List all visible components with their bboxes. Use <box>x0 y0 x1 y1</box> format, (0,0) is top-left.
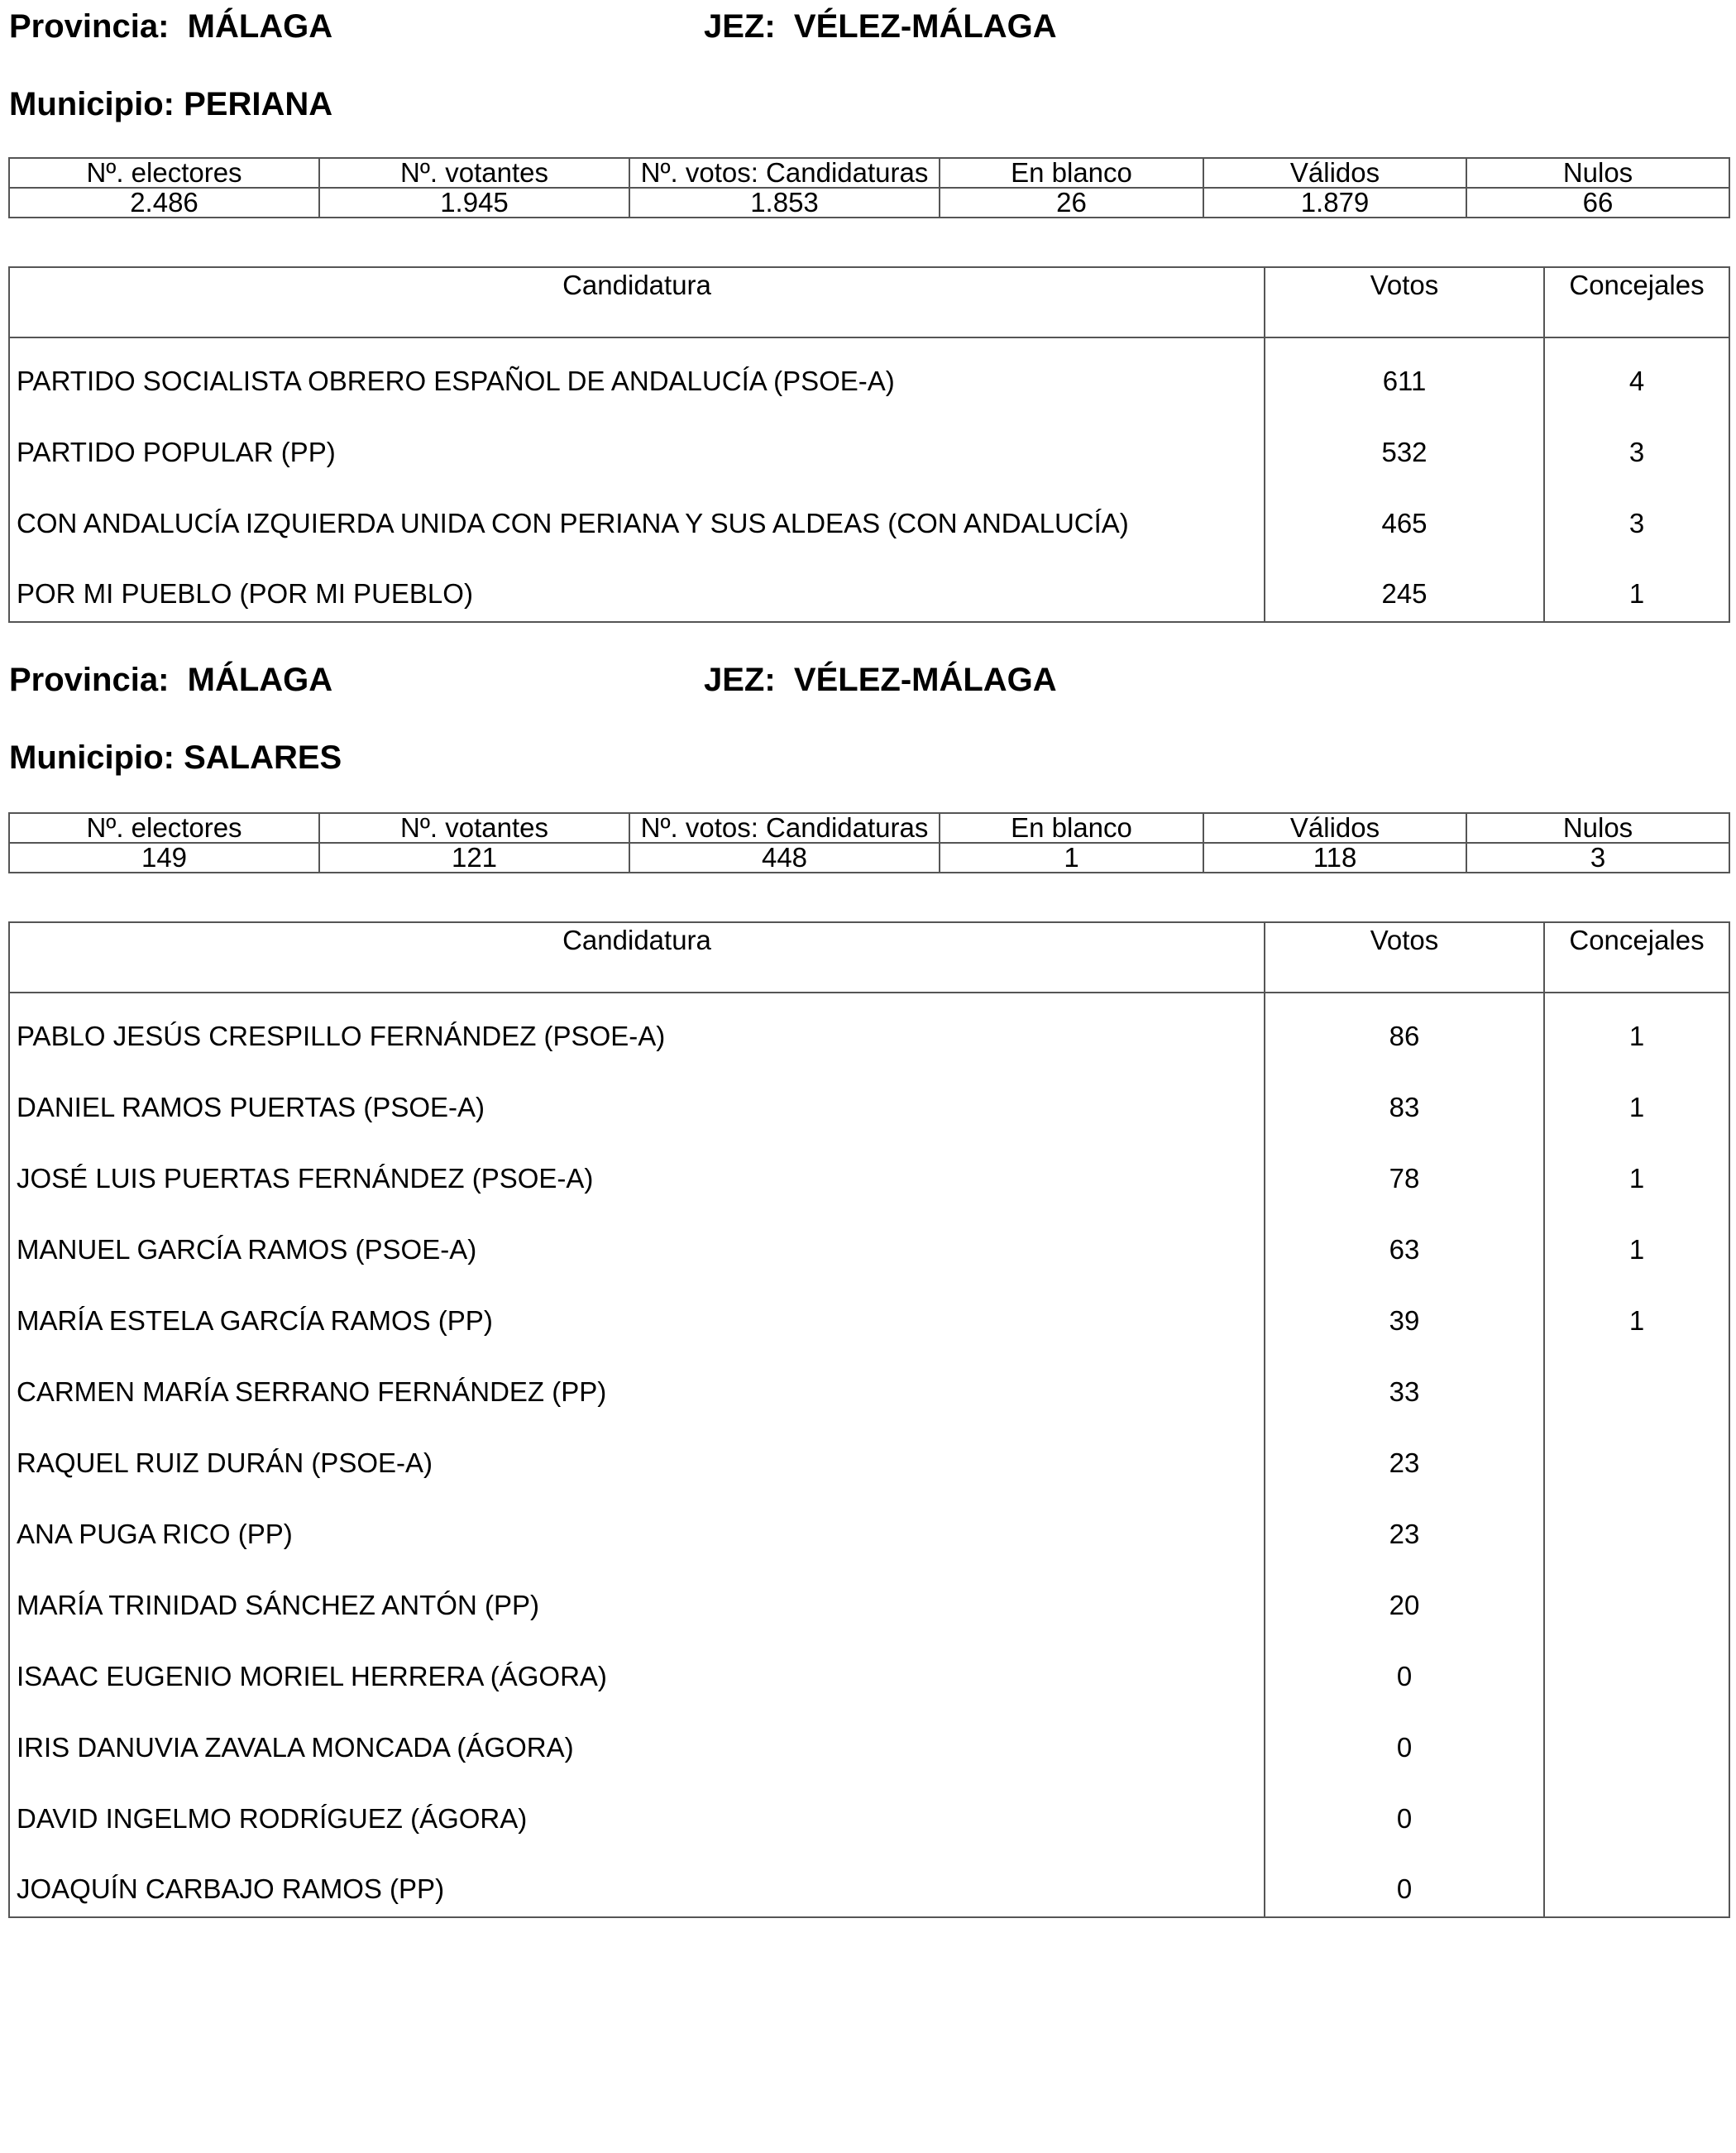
summary-header-cell: En blanco <box>940 158 1203 188</box>
summary-value-cell: 2.486 <box>9 188 319 218</box>
summary-header-cell: Nº. votantes <box>319 158 629 188</box>
municipio-value: PERIANA <box>184 86 333 122</box>
summary-value-cell: 26 <box>940 188 1203 218</box>
summary-value-cell: 118 <box>1203 843 1466 873</box>
summary-header-row <box>9 158 1729 188</box>
municipio-label: Municipio: <box>9 739 175 776</box>
col-header-candidatura: Candidatura <box>9 267 1265 337</box>
table-row <box>9 1277 1729 1348</box>
col-header-votos: Votos <box>1265 267 1544 337</box>
summary-value-cell: 1.853 <box>629 188 940 218</box>
provincia-header <box>9 659 1057 701</box>
summary-value-cell: 66 <box>1466 188 1729 218</box>
jez-label: JEZ: <box>704 8 776 45</box>
votos-value: 0 <box>1265 1704 1544 1775</box>
concejales-value <box>1544 1846 1729 1917</box>
summary-header-cell: En blanco <box>940 813 1203 843</box>
concejales-value: 4 <box>1544 337 1729 409</box>
summary-header-cell: Nulos <box>1466 813 1729 843</box>
jez-value: VÉLEZ-MÁLAGA <box>793 8 1057 45</box>
summary-value-cell: 3 <box>1466 843 1729 873</box>
summary-header-cell: Nº. votantes <box>319 813 629 843</box>
candidatura-name: PARTIDO SOCIALISTA OBRERO ESPAÑOL DE ANDALUCÍA (PSOE-A) <box>9 337 1265 409</box>
votos-value: 33 <box>1265 1348 1544 1419</box>
table-row <box>9 1206 1729 1277</box>
table-row <box>9 1633 1729 1704</box>
jez-label: JEZ: <box>704 662 776 698</box>
candidatura-name: ANA PUGA RICO (PP) <box>9 1490 1265 1562</box>
table-row <box>9 337 1729 409</box>
summary-header-cell: Nº. votos: Candidaturas <box>629 158 940 188</box>
summary-value-cell: 1 <box>940 843 1203 873</box>
votos-value: 20 <box>1265 1562 1544 1633</box>
candidatura-name: PARTIDO POPULAR (PP) <box>9 409 1265 480</box>
provincia-header <box>9 6 1057 47</box>
concejales-value: 1 <box>1544 1206 1729 1277</box>
candidatura-name: MARÍA ESTELA GARCÍA RAMOS (PP) <box>9 1277 1265 1348</box>
candidatura-name: CON ANDALUCÍA IZQUIERDA UNIDA CON PERIANA Y SUS ALDEAS (CON ANDALUCÍA) <box>9 480 1265 551</box>
jez-header <box>704 659 1057 701</box>
table-row <box>9 551 1729 622</box>
table-row <box>9 1846 1729 1917</box>
summary-value-row <box>9 843 1729 873</box>
votos-value: 39 <box>1265 1277 1544 1348</box>
candidaturas-header-row <box>9 267 1729 337</box>
municipio-title <box>9 737 342 778</box>
summary-header-row <box>9 813 1729 843</box>
candidatura-name: DANIEL RAMOS PUERTAS (PSOE-A) <box>9 1064 1265 1135</box>
candidatura-name: IRIS DANUVIA ZAVALA MONCADA (ÁGORA) <box>9 1704 1265 1775</box>
col-header-candidatura: Candidatura <box>9 922 1265 993</box>
table-row <box>9 1704 1729 1775</box>
table-row <box>9 1135 1729 1206</box>
candidatura-name: MANUEL GARCÍA RAMOS (PSOE-A) <box>9 1206 1265 1277</box>
votos-value: 23 <box>1265 1419 1544 1490</box>
candidaturas-header-row <box>9 922 1729 993</box>
concejales-value: 1 <box>1544 1277 1729 1348</box>
candidatura-name: PABLO JESÚS CRESPILLO FERNÁNDEZ (PSOE-A) <box>9 993 1265 1064</box>
table-row <box>9 993 1729 1064</box>
concejales-value <box>1544 1633 1729 1704</box>
col-header-concejales: Concejales <box>1544 267 1729 337</box>
candidatura-name: POR MI PUEBLO (POR MI PUEBLO) <box>9 551 1265 622</box>
provincia-value: MÁLAGA <box>187 662 333 698</box>
candidatura-name: JOSÉ LUIS PUERTAS FERNÁNDEZ (PSOE-A) <box>9 1135 1265 1206</box>
concejales-value: 3 <box>1544 480 1729 551</box>
col-header-concejales: Concejales <box>1544 922 1729 993</box>
concejales-value <box>1544 1348 1729 1419</box>
municipio-title <box>9 84 332 125</box>
provincia-value: MÁLAGA <box>187 8 333 45</box>
candidatura-name: JOAQUÍN CARBAJO RAMOS (PP) <box>9 1846 1265 1917</box>
summary-header-cell: Nº. electores <box>9 813 319 843</box>
summary-value-cell: 149 <box>9 843 319 873</box>
summary-header-cell: Nulos <box>1466 158 1729 188</box>
jez-value: VÉLEZ-MÁLAGA <box>793 662 1057 698</box>
votos-value: 465 <box>1265 480 1544 551</box>
summary-value-row <box>9 188 1729 218</box>
candidatura-name: DAVID INGELMO RODRÍGUEZ (ÁGORA) <box>9 1775 1265 1846</box>
votos-value: 63 <box>1265 1206 1544 1277</box>
provincia-label: Provincia: <box>9 662 170 698</box>
concejales-value: 1 <box>1544 551 1729 622</box>
table-row <box>9 1348 1729 1419</box>
votos-value: 532 <box>1265 409 1544 480</box>
concejales-value: 1 <box>1544 993 1729 1064</box>
table-row <box>9 1775 1729 1846</box>
candidatura-name: MARÍA TRINIDAD SÁNCHEZ ANTÓN (PP) <box>9 1562 1265 1633</box>
summary-value-cell: 121 <box>319 843 629 873</box>
votos-value: 23 <box>1265 1490 1544 1562</box>
concejales-value <box>1544 1419 1729 1490</box>
table-row <box>9 1490 1729 1562</box>
votos-value: 0 <box>1265 1633 1544 1704</box>
summary-header-cell: Nº. electores <box>9 158 319 188</box>
concejales-value: 1 <box>1544 1135 1729 1206</box>
summary-value-cell: 448 <box>629 843 940 873</box>
table-row <box>9 480 1729 551</box>
summary-value-cell: 1.945 <box>319 188 629 218</box>
summary-header-cell: Válidos <box>1203 158 1466 188</box>
votos-value: 0 <box>1265 1775 1544 1846</box>
summary-value-cell: 1.879 <box>1203 188 1466 218</box>
votos-value: 611 <box>1265 337 1544 409</box>
votos-value: 83 <box>1265 1064 1544 1135</box>
votos-value: 0 <box>1265 1846 1544 1917</box>
provincia-label: Provincia: <box>9 8 170 45</box>
concejales-value <box>1544 1775 1729 1846</box>
table-row <box>9 1419 1729 1490</box>
votos-value: 245 <box>1265 551 1544 622</box>
concejales-value: 3 <box>1544 409 1729 480</box>
jez-header <box>704 6 1057 47</box>
candidatura-name: ISAAC EUGENIO MORIEL HERRERA (ÁGORA) <box>9 1633 1265 1704</box>
votos-value: 78 <box>1265 1135 1544 1206</box>
concejales-value <box>1544 1562 1729 1633</box>
summary-table <box>8 812 1730 873</box>
col-header-votos: Votos <box>1265 922 1544 993</box>
municipio-label: Municipio: <box>9 86 175 122</box>
summary-table <box>8 157 1730 218</box>
summary-header-cell: Nº. votos: Candidaturas <box>629 813 940 843</box>
candidatura-name: CARMEN MARÍA SERRANO FERNÁNDEZ (PP) <box>9 1348 1265 1419</box>
concejales-value <box>1544 1704 1729 1775</box>
table-row <box>9 1064 1729 1135</box>
votos-value: 86 <box>1265 993 1544 1064</box>
municipio-value: SALARES <box>184 739 342 776</box>
table-row <box>9 1562 1729 1633</box>
concejales-value <box>1544 1490 1729 1562</box>
summary-header-cell: Válidos <box>1203 813 1466 843</box>
candidaturas-table <box>8 266 1730 623</box>
table-row <box>9 409 1729 480</box>
candidaturas-table <box>8 921 1730 1918</box>
concejales-value: 1 <box>1544 1064 1729 1135</box>
candidatura-name: RAQUEL RUIZ DURÁN (PSOE-A) <box>9 1419 1265 1490</box>
